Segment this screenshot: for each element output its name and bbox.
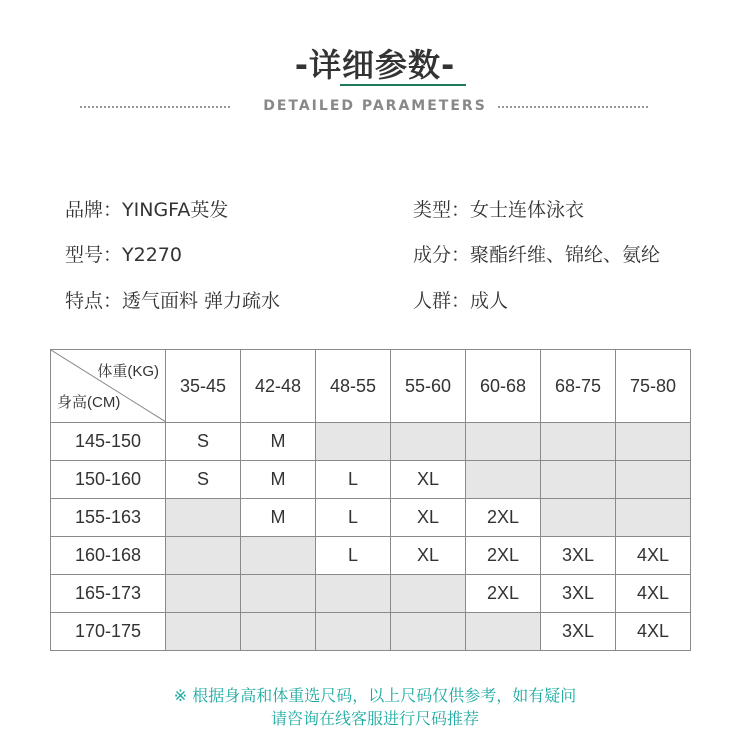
size-cell: 3XL	[541, 537, 616, 575]
height-axis-label: 身高(CM)	[57, 394, 121, 411]
param-value: YINGFA英发	[122, 199, 229, 221]
weight-header: 55-60	[391, 350, 466, 423]
param-label: 类型：	[413, 199, 471, 221]
param-features	[65, 286, 280, 313]
table-header-row	[51, 350, 691, 423]
param-label: 型号：	[65, 244, 123, 266]
param-value: 女士连体泳衣	[470, 199, 585, 221]
size-cell: S	[166, 461, 241, 499]
height-cell: 145-150	[51, 423, 166, 461]
table-row	[51, 537, 691, 575]
size-cell: S	[166, 423, 241, 461]
param-material	[413, 240, 660, 267]
weight-axis-label: 体重(KG)	[97, 363, 159, 380]
size-cell: 3XL	[541, 613, 616, 651]
weight-header: 68-75	[541, 350, 616, 423]
param-label: 品牌：	[65, 199, 123, 221]
size-cell: L	[316, 461, 391, 499]
weight-header: 42-48	[241, 350, 316, 423]
page-subtitle: DETAILED PARAMETERS	[263, 98, 487, 114]
size-cell	[166, 613, 241, 651]
size-cell: L	[316, 499, 391, 537]
param-type	[413, 195, 584, 222]
param-value: 成人	[470, 290, 509, 312]
table-row	[51, 499, 691, 537]
size-cell: M	[241, 461, 316, 499]
size-cell: M	[241, 499, 316, 537]
table-row	[51, 461, 691, 499]
title-underline	[340, 84, 466, 86]
size-cell	[241, 537, 316, 575]
size-cell: 2XL	[466, 499, 541, 537]
size-cell	[391, 575, 466, 613]
size-cell: XL	[391, 461, 466, 499]
size-cell	[241, 575, 316, 613]
size-note-line1: ※ 根据身高和体重选尺码，以上尺码仅供参考，如有疑问	[173, 686, 577, 705]
param-label: 成分：	[413, 244, 471, 266]
size-cell: XL	[391, 537, 466, 575]
size-cell: L	[316, 537, 391, 575]
size-cell	[241, 613, 316, 651]
height-cell: 170-175	[51, 613, 166, 651]
size-cell: 4XL	[616, 537, 691, 575]
size-cell	[166, 537, 241, 575]
param-label: 人群：	[413, 290, 471, 312]
table-row	[51, 575, 691, 613]
size-cell	[616, 499, 691, 537]
weight-header: 60-68	[466, 350, 541, 423]
size-cell	[541, 461, 616, 499]
size-note-line2: 请咨询在线客服进行尺码推荐	[270, 709, 479, 728]
size-cell	[541, 499, 616, 537]
size-cell	[166, 499, 241, 537]
size-cell	[466, 461, 541, 499]
page-title: -详细参数-	[294, 46, 456, 84]
size-cell	[391, 613, 466, 651]
height-cell: 150-160	[51, 461, 166, 499]
size-cell	[316, 613, 391, 651]
size-chart-table	[50, 349, 691, 651]
height-cell: 160-168	[51, 537, 166, 575]
param-value: 透气面料 弹力疏水	[122, 290, 281, 312]
size-cell	[466, 613, 541, 651]
size-cell: 3XL	[541, 575, 616, 613]
size-cell	[316, 575, 391, 613]
size-cell: XL	[391, 499, 466, 537]
weight-header: 35-45	[166, 350, 241, 423]
height-cell: 155-163	[51, 499, 166, 537]
size-cell	[616, 423, 691, 461]
param-brand	[65, 195, 228, 222]
table-corner-cell	[51, 350, 166, 423]
param-audience	[413, 286, 508, 313]
param-value: 聚酯纤维、锦纶、氨纶	[470, 244, 661, 266]
size-cell	[466, 423, 541, 461]
size-cell	[616, 461, 691, 499]
table-row	[51, 423, 691, 461]
size-cell: 2XL	[466, 575, 541, 613]
size-cell	[316, 423, 391, 461]
size-cell: 4XL	[616, 613, 691, 651]
size-cell	[166, 575, 241, 613]
param-label: 特点：	[65, 290, 123, 312]
size-cell	[391, 423, 466, 461]
weight-header: 48-55	[316, 350, 391, 423]
size-cell: M	[241, 423, 316, 461]
size-cell: 2XL	[466, 537, 541, 575]
size-cell: 4XL	[616, 575, 691, 613]
param-value: Y2270	[122, 244, 182, 266]
weight-header: 75-80	[616, 350, 691, 423]
height-cell: 165-173	[51, 575, 166, 613]
param-model	[65, 240, 182, 267]
table-row	[51, 613, 691, 651]
divider-right	[498, 106, 648, 108]
size-cell	[541, 423, 616, 461]
